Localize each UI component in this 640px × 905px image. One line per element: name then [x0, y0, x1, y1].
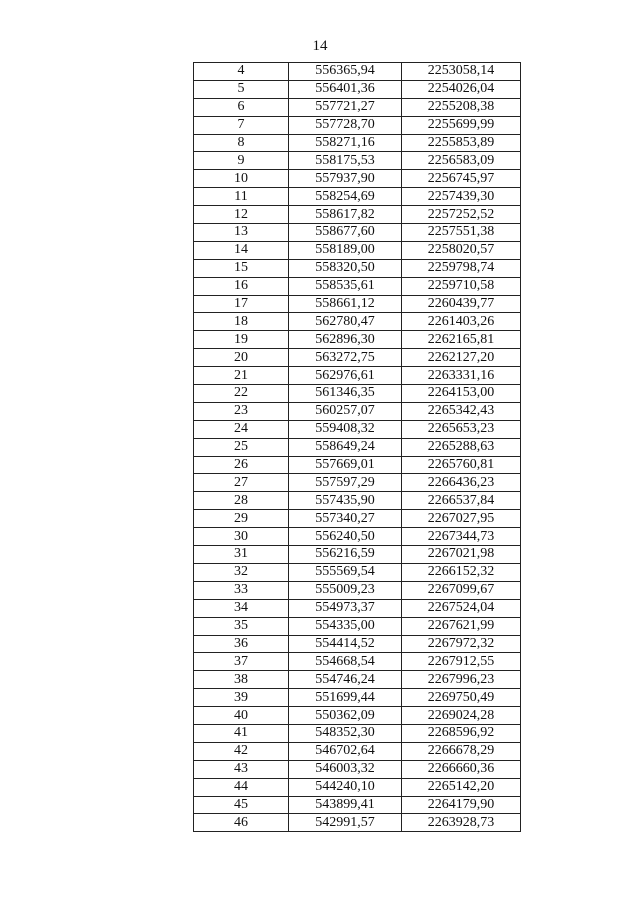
point-number-cell: 28: [194, 492, 289, 510]
x-coordinate-cell: 556365,94: [289, 63, 402, 81]
y-coordinate-cell: 2267912,55: [402, 653, 521, 671]
y-coordinate-cell: 2255699,99: [402, 116, 521, 134]
x-coordinate-cell: 550362,09: [289, 707, 402, 725]
x-coordinate-cell: 558649,24: [289, 438, 402, 456]
point-number-cell: 9: [194, 152, 289, 170]
point-number-cell: 30: [194, 528, 289, 546]
y-coordinate-cell: 2253058,14: [402, 63, 521, 81]
table-row: [194, 510, 521, 528]
x-coordinate-cell: 558535,61: [289, 277, 402, 295]
table-row: [194, 760, 521, 778]
y-coordinate-cell: 2264179,90: [402, 796, 521, 814]
point-number-cell: 42: [194, 742, 289, 760]
point-number-cell: 7: [194, 116, 289, 134]
table-row: [194, 116, 521, 134]
point-number-cell: 11: [194, 188, 289, 206]
point-number-cell: 41: [194, 724, 289, 742]
y-coordinate-cell: 2269024,28: [402, 707, 521, 725]
y-coordinate-cell: 2255208,38: [402, 98, 521, 116]
y-coordinate-cell: 2257551,38: [402, 224, 521, 242]
point-number-cell: 34: [194, 599, 289, 617]
x-coordinate-cell: 554746,24: [289, 671, 402, 689]
table-row: [194, 814, 521, 832]
coordinates-table: [193, 62, 521, 832]
table-row: [194, 546, 521, 564]
table-row: [194, 170, 521, 188]
point-number-cell: 17: [194, 295, 289, 313]
y-coordinate-cell: 2267996,23: [402, 671, 521, 689]
table-row: [194, 420, 521, 438]
point-number-cell: 16: [194, 277, 289, 295]
table-row: [194, 385, 521, 403]
x-coordinate-cell: 557669,01: [289, 456, 402, 474]
table-row: [194, 528, 521, 546]
point-number-cell: 15: [194, 259, 289, 277]
y-coordinate-cell: 2264153,00: [402, 385, 521, 403]
point-number-cell: 38: [194, 671, 289, 689]
x-coordinate-cell: 558617,82: [289, 206, 402, 224]
page-number: 14: [312, 38, 328, 54]
y-coordinate-cell: 2257252,52: [402, 206, 521, 224]
x-coordinate-cell: 551699,44: [289, 689, 402, 707]
y-coordinate-cell: 2266660,36: [402, 760, 521, 778]
table-row: [194, 707, 521, 725]
y-coordinate-cell: 2263331,16: [402, 367, 521, 385]
x-coordinate-cell: 543899,41: [289, 796, 402, 814]
x-coordinate-cell: 554414,52: [289, 635, 402, 653]
point-number-cell: 24: [194, 420, 289, 438]
x-coordinate-cell: 544240,10: [289, 778, 402, 796]
table-row: [194, 474, 521, 492]
point-number-cell: 27: [194, 474, 289, 492]
x-coordinate-cell: 562780,47: [289, 313, 402, 331]
table-row: [194, 563, 521, 581]
point-number-cell: 33: [194, 581, 289, 599]
x-coordinate-cell: 561346,35: [289, 385, 402, 403]
y-coordinate-cell: 2255853,89: [402, 134, 521, 152]
x-coordinate-cell: 546702,64: [289, 742, 402, 760]
point-number-cell: 35: [194, 617, 289, 635]
point-number-cell: 4: [194, 63, 289, 81]
table-row: [194, 796, 521, 814]
point-number-cell: 8: [194, 134, 289, 152]
table-row: [194, 456, 521, 474]
y-coordinate-cell: 2256745,97: [402, 170, 521, 188]
x-coordinate-cell: 558661,12: [289, 295, 402, 313]
point-number-cell: 36: [194, 635, 289, 653]
point-number-cell: 32: [194, 563, 289, 581]
table-row: [194, 63, 521, 81]
table-row: [194, 689, 521, 707]
x-coordinate-cell: 548352,30: [289, 724, 402, 742]
point-number-cell: 44: [194, 778, 289, 796]
table-row: [194, 206, 521, 224]
point-number-cell: 10: [194, 170, 289, 188]
y-coordinate-cell: 2267344,73: [402, 528, 521, 546]
x-coordinate-cell: 562976,61: [289, 367, 402, 385]
y-coordinate-cell: 2265760,81: [402, 456, 521, 474]
table-row: [194, 724, 521, 742]
y-coordinate-cell: 2267972,32: [402, 635, 521, 653]
x-coordinate-cell: 557435,90: [289, 492, 402, 510]
y-coordinate-cell: 2256583,09: [402, 152, 521, 170]
table-row: [194, 599, 521, 617]
point-number-cell: 14: [194, 241, 289, 259]
table-row: [194, 313, 521, 331]
y-coordinate-cell: 2254026,04: [402, 80, 521, 98]
y-coordinate-cell: 2267021,98: [402, 546, 521, 564]
table-row: [194, 438, 521, 456]
point-number-cell: 18: [194, 313, 289, 331]
y-coordinate-cell: 2265288,63: [402, 438, 521, 456]
point-number-cell: 40: [194, 707, 289, 725]
x-coordinate-cell: 558254,69: [289, 188, 402, 206]
point-number-cell: 39: [194, 689, 289, 707]
table-row: [194, 277, 521, 295]
x-coordinate-cell: 559408,32: [289, 420, 402, 438]
table-row: [194, 98, 521, 116]
x-coordinate-cell: 557937,90: [289, 170, 402, 188]
x-coordinate-cell: 557728,70: [289, 116, 402, 134]
table-row: [194, 331, 521, 349]
table-row: [194, 367, 521, 385]
y-coordinate-cell: 2267099,67: [402, 581, 521, 599]
point-number-cell: 46: [194, 814, 289, 832]
point-number-cell: 43: [194, 760, 289, 778]
y-coordinate-cell: 2269750,49: [402, 689, 521, 707]
point-number-cell: 23: [194, 402, 289, 420]
y-coordinate-cell: 2260439,77: [402, 295, 521, 313]
point-number-cell: 26: [194, 456, 289, 474]
point-number-cell: 13: [194, 224, 289, 242]
x-coordinate-cell: 557597,29: [289, 474, 402, 492]
point-number-cell: 5: [194, 80, 289, 98]
table-row: [194, 224, 521, 242]
x-coordinate-cell: 554668,54: [289, 653, 402, 671]
y-coordinate-cell: 2262127,20: [402, 349, 521, 367]
y-coordinate-cell: 2263928,73: [402, 814, 521, 832]
table-row: [194, 671, 521, 689]
x-coordinate-cell: 558271,16: [289, 134, 402, 152]
point-number-cell: 29: [194, 510, 289, 528]
x-coordinate-cell: 558175,53: [289, 152, 402, 170]
x-coordinate-cell: 558677,60: [289, 224, 402, 242]
y-coordinate-cell: 2262165,81: [402, 331, 521, 349]
y-coordinate-cell: 2267524,04: [402, 599, 521, 617]
x-coordinate-cell: 556240,50: [289, 528, 402, 546]
x-coordinate-cell: 557340,27: [289, 510, 402, 528]
y-coordinate-cell: 2259798,74: [402, 259, 521, 277]
x-coordinate-cell: 555009,23: [289, 581, 402, 599]
y-coordinate-cell: 2265142,20: [402, 778, 521, 796]
x-coordinate-cell: 546003,32: [289, 760, 402, 778]
x-coordinate-cell: 554335,00: [289, 617, 402, 635]
table-row: [194, 349, 521, 367]
x-coordinate-cell: 554973,37: [289, 599, 402, 617]
table-row: [194, 617, 521, 635]
table-row: [194, 295, 521, 313]
table-row: [194, 259, 521, 277]
point-number-cell: 25: [194, 438, 289, 456]
x-coordinate-cell: 558189,00: [289, 241, 402, 259]
table-row: [194, 188, 521, 206]
table-row: [194, 778, 521, 796]
point-number-cell: 45: [194, 796, 289, 814]
y-coordinate-cell: 2266152,32: [402, 563, 521, 581]
y-coordinate-cell: 2257439,30: [402, 188, 521, 206]
x-coordinate-cell: 542991,57: [289, 814, 402, 832]
x-coordinate-cell: 560257,07: [289, 402, 402, 420]
table-row: [194, 152, 521, 170]
point-number-cell: 31: [194, 546, 289, 564]
x-coordinate-cell: 555569,54: [289, 563, 402, 581]
table-row: [194, 80, 521, 98]
x-coordinate-cell: 562896,30: [289, 331, 402, 349]
point-number-cell: 21: [194, 367, 289, 385]
y-coordinate-cell: 2259710,58: [402, 277, 521, 295]
point-number-cell: 6: [194, 98, 289, 116]
x-coordinate-cell: 563272,75: [289, 349, 402, 367]
x-coordinate-cell: 556216,59: [289, 546, 402, 564]
x-coordinate-cell: 557721,27: [289, 98, 402, 116]
y-coordinate-cell: 2266537,84: [402, 492, 521, 510]
y-coordinate-cell: 2266436,23: [402, 474, 521, 492]
y-coordinate-cell: 2267621,99: [402, 617, 521, 635]
y-coordinate-cell: 2261403,26: [402, 313, 521, 331]
point-number-cell: 22: [194, 385, 289, 403]
y-coordinate-cell: 2258020,57: [402, 241, 521, 259]
table-row: [194, 581, 521, 599]
table-row: [194, 402, 521, 420]
y-coordinate-cell: 2266678,29: [402, 742, 521, 760]
table-row: [194, 635, 521, 653]
point-number-cell: 20: [194, 349, 289, 367]
table-row: [194, 653, 521, 671]
x-coordinate-cell: 556401,36: [289, 80, 402, 98]
x-coordinate-cell: 558320,50: [289, 259, 402, 277]
point-number-cell: 12: [194, 206, 289, 224]
table-row: [194, 742, 521, 760]
table-row: [194, 134, 521, 152]
y-coordinate-cell: 2268596,92: [402, 724, 521, 742]
coordinates-table-body: [194, 63, 521, 832]
y-coordinate-cell: 2265653,23: [402, 420, 521, 438]
point-number-cell: 37: [194, 653, 289, 671]
y-coordinate-cell: 2267027,95: [402, 510, 521, 528]
point-number-cell: 19: [194, 331, 289, 349]
table-row: [194, 492, 521, 510]
y-coordinate-cell: 2265342,43: [402, 402, 521, 420]
table-row: [194, 241, 521, 259]
